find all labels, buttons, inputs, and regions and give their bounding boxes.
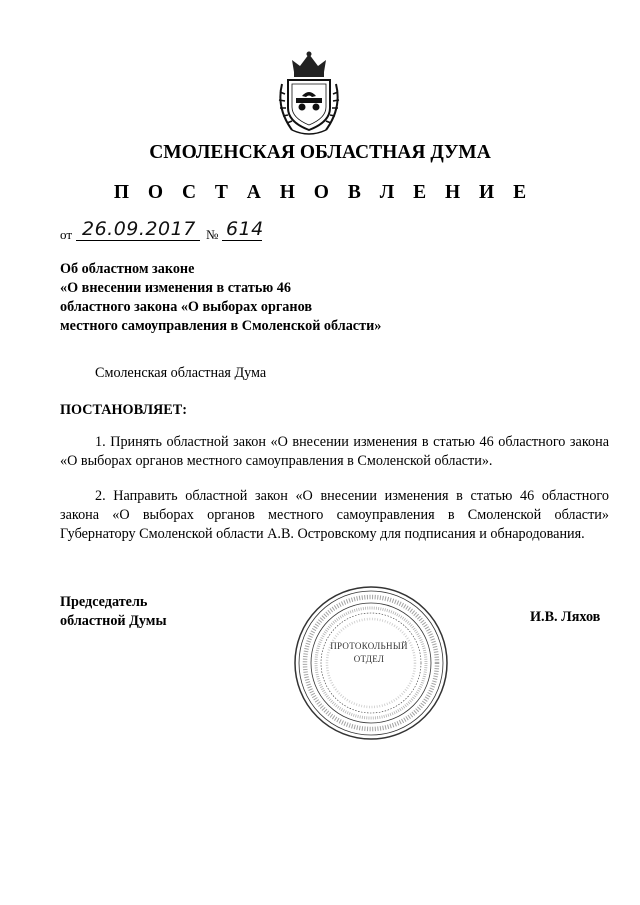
resolution-item-1: 1. Принять областной закон «О внесении изменения в статью 46 областного закона «О выборах органов местного самоуправления в Смоленской области». <box>60 434 609 469</box>
signer-title <box>60 593 167 631</box>
document-subject <box>60 260 480 336</box>
seal-center-text <box>324 640 414 666</box>
resolution-item-2: 2. Направить областной закон «О внесении изменения в статью 46 областного закона «О выборах органов местного самоуправления в Смоленской области» Губернатору Смоленской области А.В. Островскому для подписания и обнародования. <box>60 488 609 542</box>
organization-title: СМОЛЕНСКАЯ ОБЛАСТНАЯ ДУМА <box>149 142 491 163</box>
seal-center-line: ОТДЕЛ <box>353 654 385 664</box>
document-type-title: П О С Т А Н О В Л Е Н И Е <box>113 182 534 203</box>
coat-of-arms-emblem <box>272 50 346 136</box>
number-underline <box>222 240 262 241</box>
number-label: № <box>206 227 219 242</box>
signer-title-line: Председатель <box>60 594 148 610</box>
resolves-heading: ПОСТАНОВЛЯЕТ: <box>60 402 187 418</box>
subject-line: областного закона «О выборах органов <box>60 299 312 315</box>
subject-line: местного самоуправления в Смоленской области» <box>60 318 382 334</box>
signer-name: И.В. Ляхов <box>530 609 601 625</box>
preamble-text: Смоленская областная Дума <box>95 365 267 381</box>
date-number-line <box>60 220 360 242</box>
date-from-label: от <box>60 227 73 242</box>
subject-line: Об областном законе <box>60 261 195 277</box>
handwritten-number: 614 <box>226 218 264 240</box>
date-underline <box>76 240 200 241</box>
handwritten-date: 26.09.2017 <box>82 218 196 240</box>
subject-line: «О внесении изменения в статью 46 <box>60 280 291 296</box>
seal-center-line: ПРОТОКОЛЬНЫЙ <box>330 641 408 651</box>
signer-title-line: областной Думы <box>60 613 167 629</box>
